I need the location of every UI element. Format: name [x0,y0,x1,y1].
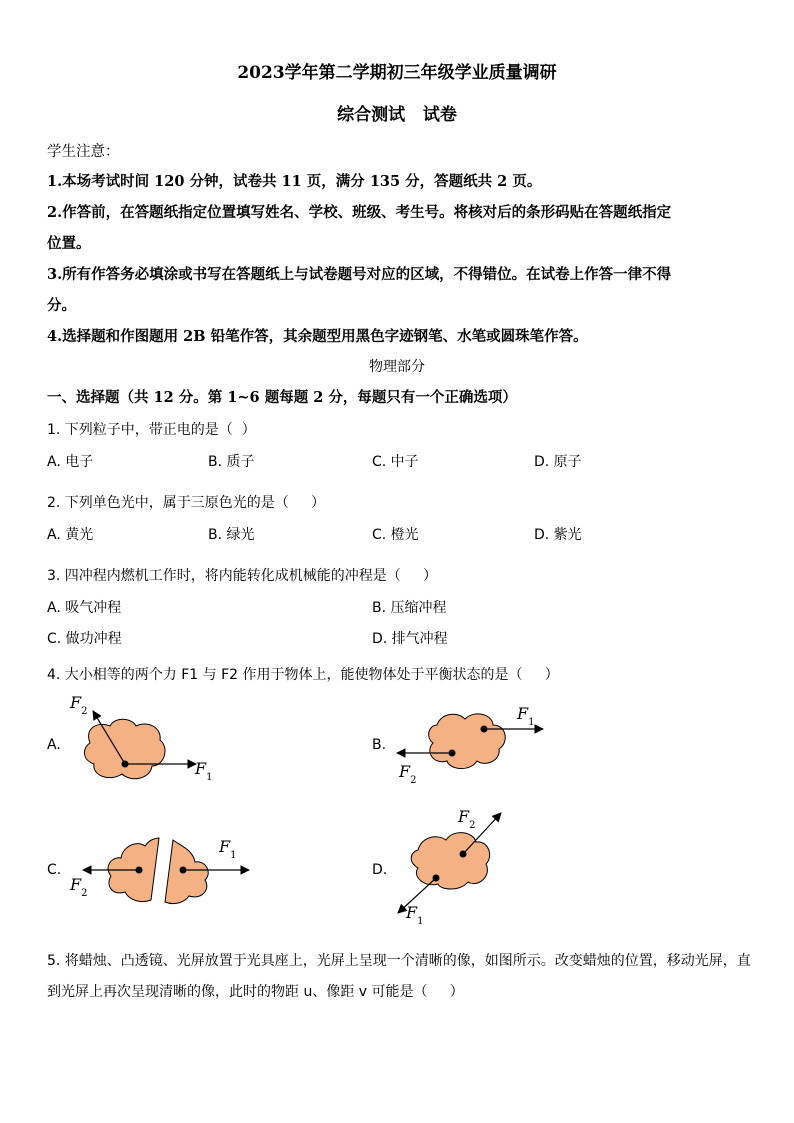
q1-option-b[interactable]: B. 质子 [208,454,255,470]
q2-option-d[interactable]: D. 紫光 [534,527,582,543]
question-3-stem: 3. 四冲程内燃机工作时，将内能转化成机械能的冲程是（ ） [47,568,438,584]
notice-heading: 学生注意： [47,144,120,160]
figure-c [65,832,265,912]
notice-item-3: 3.所有作答务必填涂或书写在答题纸上与试卷题号对应的区域，不得错位。在试卷上作答一律不得 [47,266,672,283]
q1-option-a[interactable]: A. 电子 [47,454,94,470]
label-f1: $F_1$ [219,837,237,861]
q4-option-a[interactable]: A. [47,737,61,753]
q3-option-b[interactable]: B. 压缩冲程 [372,600,447,616]
q2-option-c[interactable]: C. 橙光 [372,527,419,543]
q4-option-c[interactable]: C. [47,862,62,878]
part-heading: 物理部分 [369,359,425,375]
question-5-stem-line-2: 到光屏上再次呈现清晰的像，此时的物距 u、像距 v 可能是（ ） [47,984,464,1000]
notice-item-2-cont: 位置。 [47,235,91,252]
section-heading: 一、选择题（共 12 分。第 1~6 题每题 2 分，每题只有一个正确选项） [47,389,517,406]
q3-option-c[interactable]: C. 做功冲程 [47,631,122,647]
label-f1: $F_1$ [406,903,424,927]
figure-d [388,800,528,930]
q3-option-a[interactable]: A. 吸气冲程 [47,600,122,616]
label-f1: $F_1$ [195,759,213,783]
q1-option-c[interactable]: C. 中子 [372,454,419,470]
figure-a [60,688,230,798]
q2-option-b[interactable]: B. 绿光 [208,527,255,543]
question-1-stem: 1. 下列粒子中，带正电的是（ ） [47,422,256,438]
question-2-stem: 2. 下列单色光中，属于三原色光的是（ ） [47,495,326,511]
question-4-stem: 4. 大小相等的两个力 F1 与 F2 作用于物体上，能使物体处于平衡状态的是（ ） [47,667,559,683]
q4-option-d[interactable]: D. [372,862,388,878]
question-5-stem-line-1: 5. 将蜡烛、凸透镜、光屏放置于光具座上，光屏上呈现一个清晰的像，如图所示。改变蜡烛的位置，移动光屏，直 [47,953,751,969]
notice-item-4: 4.选择题和作图题用 2B 铅笔作答，其余题型用黑色字迹钢笔、水笔或圆珠笔作答。 [47,328,588,345]
q4-option-b[interactable]: B. [372,737,387,753]
label-f2: $F_2$ [458,807,476,831]
object-blob [411,833,489,889]
notice-item-3-cont: 分。 [47,297,76,314]
q3-option-d[interactable]: D. 排气冲程 [372,631,448,647]
object-right-half [165,840,208,904]
object-blob [84,719,165,778]
page-title: 2023学年第二学期初三年级学业质量调研 [237,63,557,83]
label-f2: $F_2$ [399,762,417,786]
label-f2: $F_2$ [70,693,88,717]
label-f2: $F_2$ [70,875,88,899]
q1-option-d[interactable]: D. 原子 [534,454,582,470]
figure-b [385,695,565,795]
notice-item-1: 1.本场考试时间 120 分钟，试卷共 11 页，满分 135 分，答题纸共 2 页。 [47,173,542,190]
q2-option-a[interactable]: A. 黄光 [47,527,94,543]
notice-item-2: 2.作答前，在答题纸指定位置填写姓名、学校、班级、考生号。将核对后的条形码贴在答题纸指定 [47,204,672,221]
object-blob [429,714,506,769]
label-f1: $F_1$ [517,704,535,728]
page-subtitle: 综合测试 试卷 [337,105,457,125]
